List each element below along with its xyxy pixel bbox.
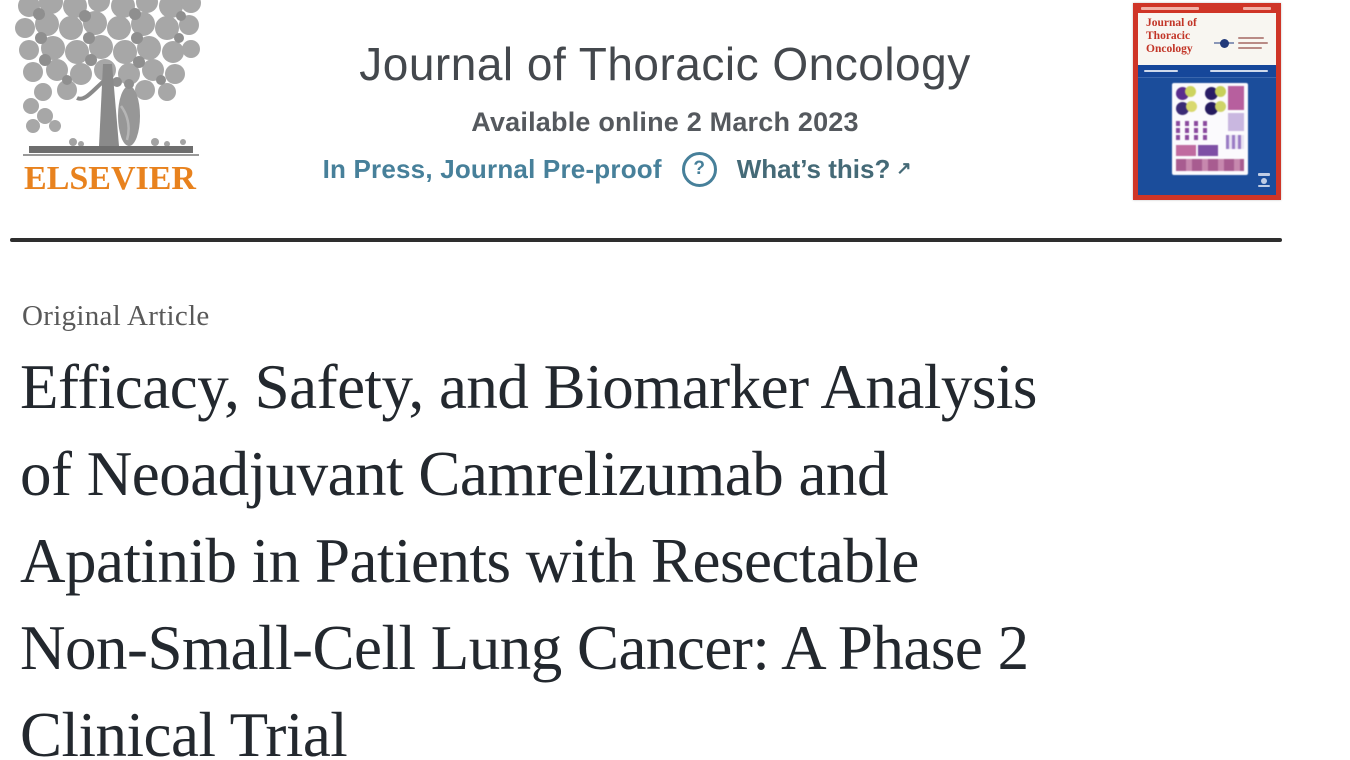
publication-status-row	[232, 152, 1002, 187]
figure-block	[1228, 113, 1244, 131]
cover-publisher-mark-icon	[1258, 173, 1270, 187]
figure-block	[1176, 145, 1196, 156]
article-title-line: of Neoadjuvant Camrelizumab and	[20, 439, 888, 509]
article-title	[20, 344, 1330, 760]
article-title-line: Clinical Trial	[20, 700, 348, 760]
elsevier-tree-icon	[15, 0, 205, 162]
journal-cover-thumbnail[interactable]	[1133, 3, 1281, 200]
figure-block	[1215, 101, 1226, 112]
elsevier-wordmark: ELSEVIER	[24, 160, 196, 197]
cover-title-line: Journal of	[1146, 17, 1197, 29]
figure-block	[1228, 86, 1244, 110]
whats-this-label: What’s this?	[736, 153, 891, 184]
figure-block	[1176, 128, 1208, 133]
article-title-line: Non-Small-Cell Lung Cancer: A Phase 2	[20, 613, 1029, 683]
publication-status: In Press, Journal Pre-proof	[322, 153, 662, 184]
cover-body	[1138, 78, 1276, 195]
figure-block	[1186, 101, 1197, 112]
question-circle-icon[interactable]	[682, 152, 717, 187]
cover-spine-band	[1138, 65, 1276, 78]
cover-title-line: Thoracic	[1146, 30, 1191, 42]
elsevier-logo[interactable]	[15, 0, 205, 205]
cover-header	[1138, 13, 1276, 65]
figure-block	[1226, 135, 1244, 149]
header-divider	[10, 238, 1282, 242]
article-title-line: Apatinib in Patients with Resectable	[20, 526, 919, 596]
cover-title-line: Oncology	[1146, 43, 1193, 55]
availability-date: Available online 2 March 2023	[471, 106, 859, 137]
cover-society-emblem-icon	[1212, 35, 1270, 53]
cover-title	[1146, 17, 1197, 56]
article-type-label: Original Article	[22, 300, 210, 332]
cover-figure-panel	[1172, 83, 1248, 175]
figure-block	[1176, 135, 1208, 140]
cover-top-strip	[1139, 6, 1275, 11]
journal-header	[280, 38, 1050, 187]
figure-block	[1215, 86, 1226, 97]
external-link-arrow-icon: ↗	[896, 157, 912, 178]
whats-this-link[interactable]	[737, 154, 912, 185]
figure-block	[1198, 145, 1218, 156]
figure-block	[1176, 159, 1244, 171]
figure-block	[1185, 86, 1196, 97]
journal-title-link[interactable]: Journal of Thoracic Oncology	[359, 38, 971, 90]
question-glyph: ?	[693, 158, 706, 180]
article-title-line: Efficacy, Safety, and Biomarker Analysis	[20, 352, 1037, 422]
figure-block	[1176, 121, 1208, 126]
